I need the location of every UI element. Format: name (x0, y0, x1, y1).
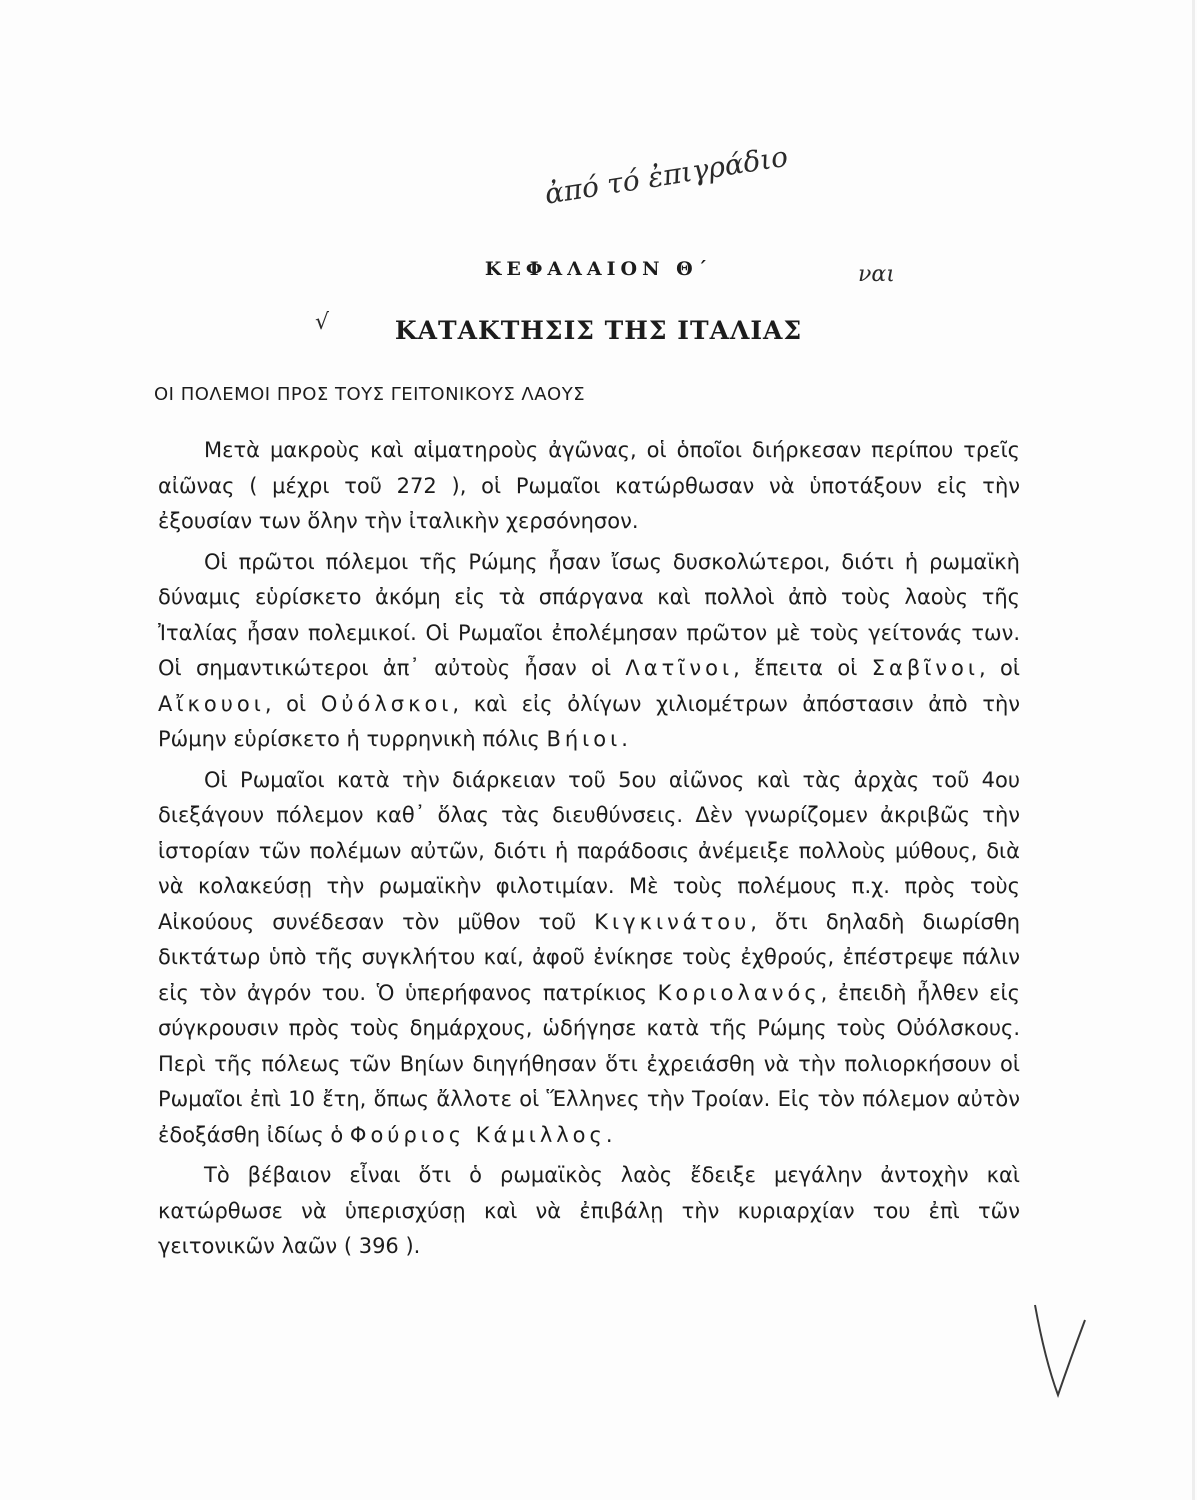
paragraph-1: Μετὰ μακροὺς καὶ αἱματηροὺς ἀγῶνας, οἱ ὁποῖοι διήρκεσαν περίπου τρεῖς αἰῶνας ( μέχρι τοῦ 272 ), οἱ Ρωμαῖοι κατώρθωσαν νὰ ὑποτάξουν εἰς τὴν ἐξουσίαν των ὅλην τὴν ἰταλικὴν χερσόνησον. (158, 438, 1020, 533)
paragraph-3-text-b: , ὅτι δηλαδὴ διωρίσθη δικτάτωρ ὑπὸ τῆς συγκλήτου καί, ἀφοῦ ἐνίκησε τοὺς ἐχθρούς, ἐπέστρεψε πάλιν εἰς τὸν ἀγρόν του. Ὁ ὑπερήφανος πατρίκιος (158, 909, 1021, 1005)
name-veioi: Βήιοι (546, 727, 622, 751)
paragraph-3 (158, 763, 1020, 1154)
handwritten-tick-mark: √ (315, 310, 330, 335)
name-kinkinatos: Κιγκινάτου (594, 909, 751, 934)
paragraph-2-text-a: Οἱ πρῶτοι πόλεμοι τῆς Ρώμης ἦσαν ἴσως δυσκολώτεροι, διότι ἡ ρωμαϊκὴ δύναμις εὑρίσκετο ἀκόμη εἰς τὰ σπάργανα καὶ πολλοὶ ἀπὸ τοὺς λαοὺς τῆς Ἰταλίας ἦσαν πολεμικοί. Οἱ Ρωμαῖοι ἐπολέμησαν πρῶτον μὲ τοὺς γείτονάς των. Οἱ σημαντικώτεροι ἀπ᾽ αὐτοὺς ἦσαν οἱ (158, 549, 1020, 680)
name-koriolanos: Κοριολανός (657, 980, 821, 1005)
section-heading: ΟΙ ΠΟΛΕΜΟΙ ΠΡΟΣ ΤΟΥΣ ΓΕΙΤΟΝΙΚΟΥΣ ΛΑΟΥΣ (154, 384, 586, 405)
paragraph-3-text-c: , ἐπειδὴ ἦλθεν εἰς σύγκρουσιν πρὸς τοὺς δημάρχους, ὡδήγησε κατὰ τῆς Ρώμης τοὺς Οὐόλσκους. Περὶ τῆς πόλεως τῶν Βηίων διηγήθησαν ὅτι ἐχρειάσθη νὰ τὴν πολιορκήσουν οἱ Ρωμαῖοι ἐπὶ 10 ἔτη, ὅπως ἄλλοτε οἱ Ἕλληνες τὴν Τροίαν. Εἰς τὸν πόλεμον αὐτὸν ἐδοξάσθη ἰδίως ὁ (158, 980, 1020, 1147)
paragraph-2-text-b: , ἔπειτα οἱ (733, 656, 872, 680)
paragraph-2-text-c: , οἱ (979, 656, 1020, 680)
name-kamillos: Φούριος Κάμιλλος (349, 1122, 606, 1147)
name-latinoi: Λατῖνοι (625, 656, 734, 680)
name-volskoi: Οὐόλσκοι (320, 691, 453, 716)
paragraph-2 (158, 545, 1020, 758)
paragraph-3-text-a: Οἱ Ρωμαῖοι κατὰ τὴν διάρκειαν τοῦ 5ου αἰῶνος καὶ τὰς ἀρχὰς τοῦ 4ου διεξάγουν πόλεμον καθ᾽ ὅλας τὰς διευθύνσεις. Δὲν γνωρίζομεν ἀκριβῶς τὴν ἱστορίαν τῶν πολέμων αὐτῶν, διότι ἡ παράδοσις ἀνέμειξε πολλοὺς μύθους, διὰ νὰ κολακεύσῃ τὴν ρωμαϊκὴν φιλοτιμίαν. Μὲ τοὺς πολέμους π.χ. πρὸς τοὺς Αἰκούους συνέδεσαν τὸν μῦθον τοῦ (158, 767, 1020, 934)
name-sabinoi: Σαβῖνοι (871, 656, 980, 680)
chapter-label: ΚΕΦΑΛΑΙΟΝ Θ΄ (484, 258, 713, 280)
paragraph-2-text-d: , οἱ (264, 691, 321, 716)
page-edge (1192, 0, 1195, 1500)
paragraph-2-text-e: , καὶ εἰς ὀλίγων χιλιομέτρων ἀπόστασιν ἀπὸ τὴν Ρώμην εὑρίσκετο ἡ τυρρηνικὴ πόλις (158, 691, 1021, 751)
pen-stroke-mark (1030, 1300, 1090, 1410)
handwritten-side-note: ναι (858, 262, 895, 287)
handwritten-note: ἀπό τό ἐπιγράδιο (542, 139, 791, 211)
paragraph-2-text-f: . (621, 727, 628, 751)
body-text (158, 433, 1020, 1270)
paragraph-4: Τὸ βέβαιον εἶναι ὅτι ὁ ρωμαϊκὸς λαὸς ἔδειξε μεγάλην ἀντοχὴν καὶ κατώρθωσε νὰ ὑπερισχύσῃ καὶ νὰ ἐπιβάλῃ τὴν κυριαρχίαν του ἐπὶ τῶν γειτονικῶν λαῶν ( 396 ). (158, 1163, 1020, 1258)
chapter-title: ΚΑΤΑΚΤΗΣΙΣ ΤΗΣ ΙΤΑΛΙΑΣ (394, 316, 803, 345)
paragraph-3-text-d: . (605, 1122, 613, 1147)
name-aikouoi: Αἴκουοι (158, 691, 265, 716)
